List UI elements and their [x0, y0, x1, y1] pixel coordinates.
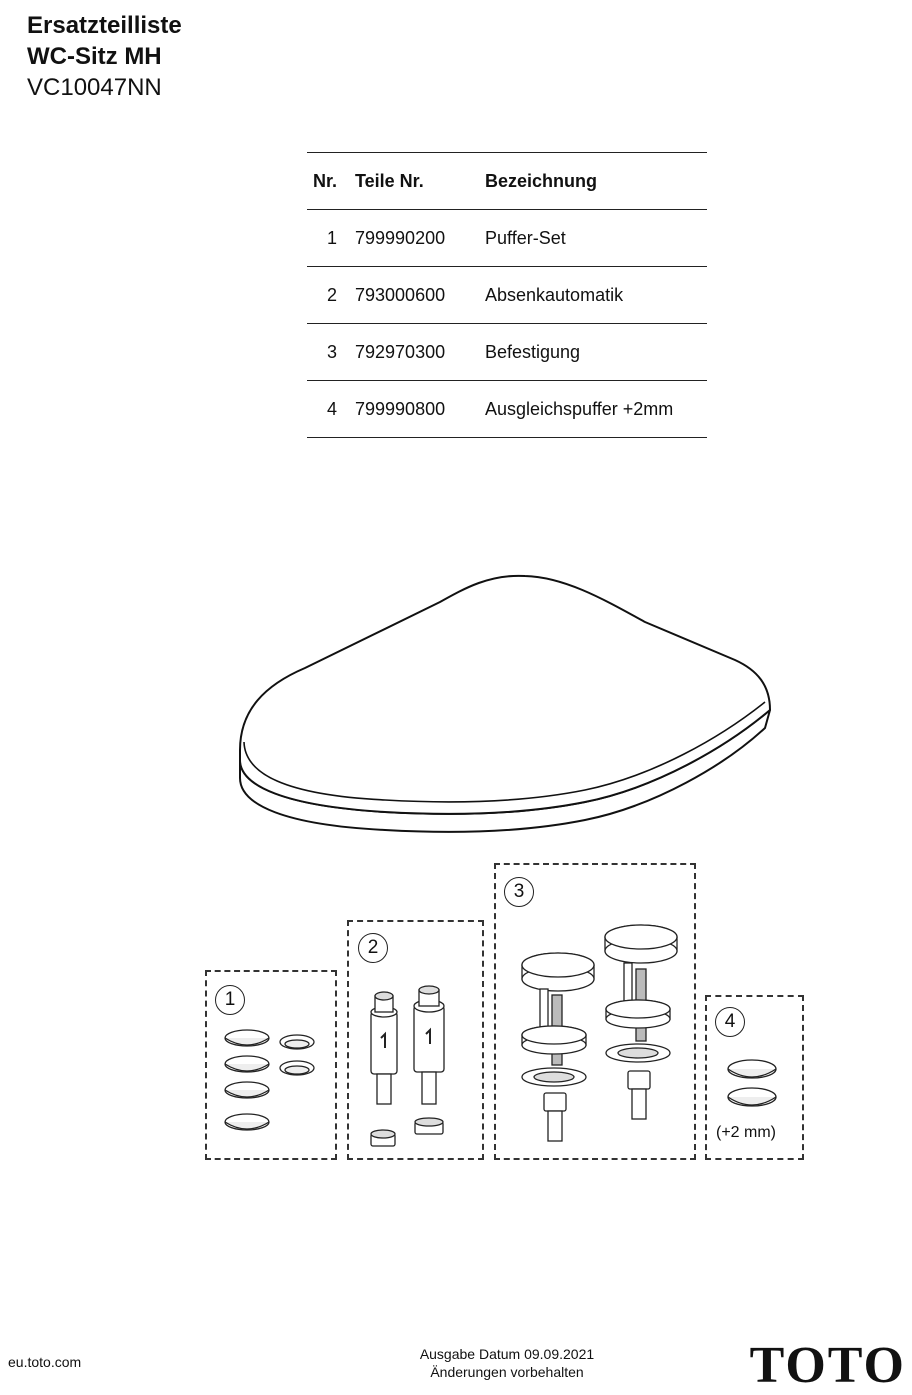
- fixing-set-illustration: [496, 917, 694, 1157]
- part-group-3: [494, 863, 696, 1160]
- row-description: Befestigung: [485, 324, 707, 381]
- website-url: eu.toto.com: [8, 1354, 82, 1370]
- table-header-row: [307, 153, 707, 210]
- document-header: [27, 10, 182, 103]
- row-description: Ausgleichspuffer +2mm: [485, 381, 707, 438]
- table-row: [307, 267, 707, 324]
- row-part-number: 793000600: [355, 267, 485, 324]
- parts-table: [307, 152, 707, 438]
- column-header-part-number: Teile Nr.: [355, 153, 485, 210]
- compensation-note: (+2 mm): [716, 1124, 776, 1141]
- buffer-set-illustration: [207, 1024, 335, 1144]
- column-header-nr: Nr.: [307, 153, 355, 210]
- part-number-badge: 3: [504, 877, 534, 907]
- row-nr: 2: [307, 267, 355, 324]
- part-number-badge: 2: [358, 933, 388, 963]
- toilet-seat-illustration: [225, 560, 785, 850]
- row-description: Puffer-Set: [485, 210, 707, 267]
- document-title: Ersatzteilliste: [27, 12, 182, 39]
- row-nr: 1: [307, 210, 355, 267]
- column-header-description: Bezeichnung: [485, 153, 707, 210]
- row-description: Absenkautomatik: [485, 267, 707, 324]
- table-row: [307, 324, 707, 381]
- part-number-badge: 4: [715, 1007, 745, 1037]
- soft-close-illustration: [349, 982, 482, 1157]
- row-part-number: 792970300: [355, 324, 485, 381]
- row-part-number: 799990800: [355, 381, 485, 438]
- row-part-number: 799990200: [355, 210, 485, 267]
- table-row: [307, 381, 707, 438]
- issue-date: Ausgabe Datum 09.09.2021: [419, 1346, 595, 1362]
- compensation-buffer-illustration: [707, 1053, 802, 1123]
- product-name: WC-Sitz MH: [27, 43, 162, 70]
- toto-logo: TOTO: [749, 1337, 906, 1394]
- part-group-2: [347, 920, 484, 1160]
- part-group-4: [705, 995, 804, 1160]
- row-nr: 4: [307, 381, 355, 438]
- changes-note: Änderungen vorbehalten: [430, 1364, 584, 1380]
- part-number-badge: 1: [215, 985, 245, 1015]
- row-nr: 3: [307, 324, 355, 381]
- product-code: VC10047NN: [27, 74, 162, 101]
- part-group-1: [205, 970, 337, 1160]
- table-row: [307, 210, 707, 267]
